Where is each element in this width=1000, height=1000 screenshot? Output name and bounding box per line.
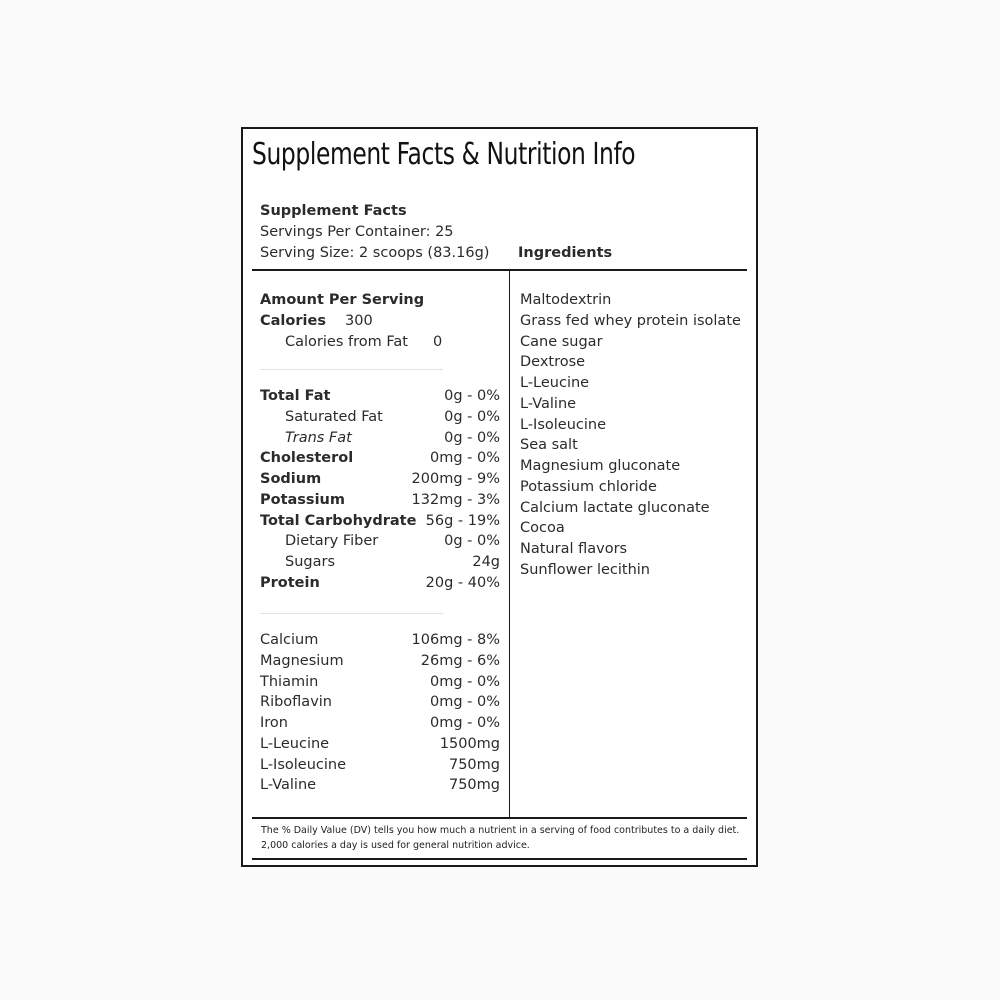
footer-divider-bottom <box>252 858 747 860</box>
nutrient-value: 132mg - 3% <box>411 491 500 508</box>
ingredient-item: L-Isoleucine <box>520 416 607 433</box>
nutrient-value: 0g - 0% <box>444 533 500 550</box>
supplement-facts-heading: Supplement Facts <box>260 203 407 219</box>
nutrient-label: L-Valine <box>260 777 317 794</box>
nutrient-value: 0g - 0% <box>444 388 500 404</box>
calories-value: 300 <box>345 313 373 329</box>
ingredient-item: L-Valine <box>520 395 577 412</box>
section-divider <box>260 613 443 614</box>
nutrient-row <box>260 736 500 756</box>
nutrient-row <box>260 492 500 512</box>
nutrient-label: Protein <box>260 574 320 591</box>
nutrient-row <box>260 471 500 491</box>
nutrient-row <box>260 388 500 408</box>
nutrient-label: L-Leucine <box>260 735 330 752</box>
ingredient-item: Grass fed whey protein isolate <box>520 312 741 329</box>
ingredient-item: Potassium chloride <box>520 478 657 495</box>
nutrient-row <box>260 632 500 652</box>
nutrient-value: 106mg - 8% <box>411 632 500 648</box>
nutrient-label: Thiamin <box>260 673 319 690</box>
ingredient-item: L-Leucine <box>520 375 590 391</box>
section-divider <box>260 369 443 370</box>
header-divider <box>252 269 747 271</box>
nutrient-value: 750mg <box>448 777 500 794</box>
ingredient-item: Maltodextrin <box>520 292 612 308</box>
nutrient-value: 750mg <box>448 756 500 773</box>
nutrient-row <box>260 513 500 533</box>
nutrient-value: 24g <box>472 554 500 570</box>
nutrient-row <box>260 694 500 714</box>
ingredient-item: Cocoa <box>520 520 565 537</box>
servings-per-container: Servings Per Container: 25 <box>260 224 454 240</box>
footnote-line-2: 2,000 calories a day is used for general nutrition advice. <box>261 840 530 851</box>
serving-size: Serving Size: 2 scoops (83.16g) <box>260 245 490 261</box>
ingredient-item: Sea salt <box>520 437 578 454</box>
ingredients-heading: Ingredients <box>518 245 613 261</box>
amount-per-serving-heading: Amount Per Serving <box>260 292 425 308</box>
ingredient-item: Natural flavors <box>520 541 628 557</box>
nutrient-value: 1500mg <box>439 735 500 752</box>
ingredient-item: Dextrose <box>520 354 586 371</box>
nutrient-value: 0g - 0% <box>444 408 500 425</box>
nutrient-row <box>260 430 500 450</box>
nutrient-row <box>260 409 500 429</box>
nutrient-label: Trans Fat <box>285 429 352 446</box>
nutrient-label: L-Isoleucine <box>260 756 347 773</box>
page-title: Supplement Facts & Nutrition Info <box>252 137 636 172</box>
nutrient-value: 0mg - 0% <box>429 673 500 690</box>
column-divider <box>509 270 510 817</box>
nutrient-value: 0mg - 0% <box>429 715 500 731</box>
footer-divider-top <box>252 817 747 819</box>
nutrient-row <box>260 653 500 673</box>
calories-from-fat-value: 0 <box>433 334 443 350</box>
nutrient-label: Calcium <box>260 632 319 648</box>
nutrient-row <box>260 450 500 470</box>
nutrient-value: 0g - 0% <box>444 429 500 446</box>
nutrient-label: Saturated Fat <box>285 408 383 425</box>
nutrient-row <box>260 554 500 574</box>
calories-label: Calories <box>260 313 326 329</box>
nutrient-value: 0mg - 0% <box>429 694 500 711</box>
nutrient-label: Iron <box>260 715 288 731</box>
nutrient-row <box>260 575 500 595</box>
nutrient-label: Magnesium <box>260 652 344 669</box>
nutrient-row <box>260 674 500 694</box>
nutrient-value: 26mg - 6% <box>420 652 500 669</box>
nutrient-label: Total Carbohydrate <box>260 512 417 529</box>
calories-from-fat-label: Calories from Fat <box>285 334 408 350</box>
nutrient-row <box>260 757 500 777</box>
nutrient-label: Sugars <box>285 554 335 570</box>
nutrient-value: 56g - 19% <box>425 512 500 529</box>
ingredient-item: Calcium lactate gluconate <box>520 499 710 516</box>
nutrient-label: Riboflavin <box>260 694 332 711</box>
nutrient-label: Potassium <box>260 491 345 508</box>
nutrient-row <box>260 777 500 797</box>
ingredient-item: Cane sugar <box>520 333 603 350</box>
footnote-line-1: The % Daily Value (DV) tells you how much a nutrient in a serving of food contributes to a daily diet. <box>261 825 740 836</box>
ingredient-item: Magnesium gluconate <box>520 458 681 474</box>
nutrient-value: 200mg - 9% <box>411 471 500 487</box>
daily-value-footnote <box>261 823 751 853</box>
nutrient-row <box>260 715 500 735</box>
ingredient-item: Sunflower lecithin <box>520 561 650 578</box>
nutrient-label: Total Fat <box>260 388 331 404</box>
nutrient-row <box>260 533 500 553</box>
nutrient-label: Sodium <box>260 471 322 487</box>
nutrient-value: 0mg - 0% <box>429 450 500 467</box>
supplement-facts-panel <box>241 127 758 867</box>
nutrient-label: Cholesterol <box>260 450 354 467</box>
nutrient-value: 20g - 40% <box>425 574 500 591</box>
nutrient-label: Dietary Fiber <box>285 533 379 550</box>
